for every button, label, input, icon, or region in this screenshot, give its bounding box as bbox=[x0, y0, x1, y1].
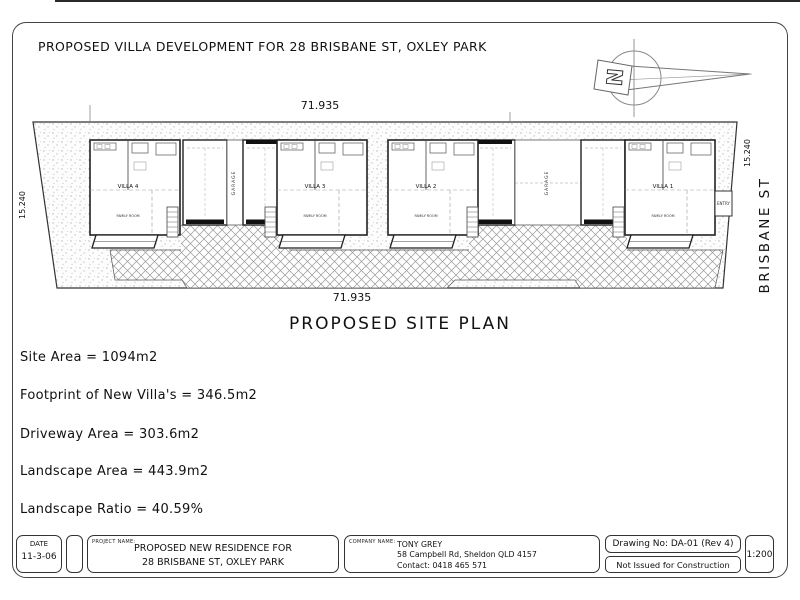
stat-site-area: Site Area = 1094m2 bbox=[20, 350, 158, 365]
project-box bbox=[87, 535, 339, 573]
villa-1 bbox=[625, 140, 715, 248]
room-label: FAMILY ROOM bbox=[116, 214, 140, 218]
date-value: 11-3-06 bbox=[21, 552, 57, 562]
site-plan bbox=[15, 95, 785, 315]
room-label: FAMILY ROOM bbox=[414, 214, 438, 218]
company-contact: Contact: 0418 465 571 bbox=[397, 560, 488, 570]
garage-pair-right bbox=[471, 140, 625, 225]
villa-4 bbox=[90, 140, 180, 248]
garage-label: GARAGE bbox=[232, 170, 237, 196]
villa-label: VILLA 4 bbox=[117, 184, 139, 190]
stat-footprint: Footprint of New Villa's = 346.5m2 bbox=[20, 388, 258, 403]
project-line2: 28 BRISBANE ST, OXLEY PARK bbox=[141, 557, 285, 568]
stat-landscape-area: Landscape Area = 443.9m2 bbox=[20, 464, 209, 479]
scale-value: 1:200 bbox=[746, 550, 773, 560]
room-label: FAMILY ROOM bbox=[303, 214, 327, 218]
sheet-title: PROPOSED VILLA DEVELOPMENT FOR 28 BRISBANE ST, OXLEY PARK bbox=[38, 39, 487, 54]
company-address: 58 Campbell Rd, Sheldon QLD 4157 bbox=[397, 550, 537, 560]
issue-status: Not Issued for Construction bbox=[616, 560, 730, 570]
date-box bbox=[16, 535, 62, 573]
entry-label: ENTRY bbox=[717, 201, 730, 206]
entry-porch bbox=[715, 191, 732, 216]
stat-landscape-ratio: Landscape Ratio = 40.59% bbox=[20, 502, 204, 517]
villa-3 bbox=[277, 140, 367, 248]
drawing-no-box bbox=[605, 535, 741, 553]
plan-heading: PROPOSED SITE PLAN bbox=[289, 314, 511, 334]
drawing-no: Drawing No: DA-01 (Rev 4) bbox=[612, 539, 734, 549]
dimension-left: 15.240 bbox=[18, 191, 27, 219]
stairs-icon bbox=[265, 207, 276, 237]
north-letter: N bbox=[601, 67, 627, 87]
project-label: PROJECT NAME: bbox=[92, 539, 136, 545]
company-name: TONY GREY bbox=[397, 540, 443, 549]
dimension-bottom: 71.935 bbox=[332, 291, 372, 304]
company-label: COMPANY NAME: bbox=[349, 539, 396, 545]
room-label: FAMILY ROOM bbox=[651, 214, 675, 218]
street-label: BRISBANE ST bbox=[757, 176, 773, 294]
scale-box bbox=[745, 535, 774, 573]
villa-2 bbox=[388, 140, 478, 248]
stairs-icon bbox=[167, 207, 178, 237]
revision-box bbox=[66, 535, 83, 573]
stairs-icon bbox=[613, 207, 624, 237]
driveway-paving bbox=[110, 250, 723, 288]
project-line1: PROPOSED NEW RESIDENCE FOR bbox=[134, 543, 292, 554]
company-box bbox=[344, 535, 600, 573]
dimension-top: 71.935 bbox=[300, 99, 340, 112]
dimension-right: 15.240 bbox=[743, 139, 752, 167]
stairs-icon bbox=[467, 207, 478, 237]
scan-artifact-line bbox=[55, 0, 800, 2]
villa-label: VILLA 1 bbox=[652, 184, 674, 190]
date-label: DATE bbox=[29, 540, 49, 548]
issue-status-box bbox=[605, 556, 741, 573]
villa-label: VILLA 3 bbox=[304, 184, 326, 190]
villa-label: VILLA 2 bbox=[415, 184, 437, 190]
garage-label: GARAGE bbox=[545, 170, 550, 196]
garage-apron-right bbox=[469, 223, 627, 251]
stat-driveway: Driveway Area = 303.6m2 bbox=[20, 427, 200, 442]
north-pointer-triangle bbox=[626, 66, 750, 90]
